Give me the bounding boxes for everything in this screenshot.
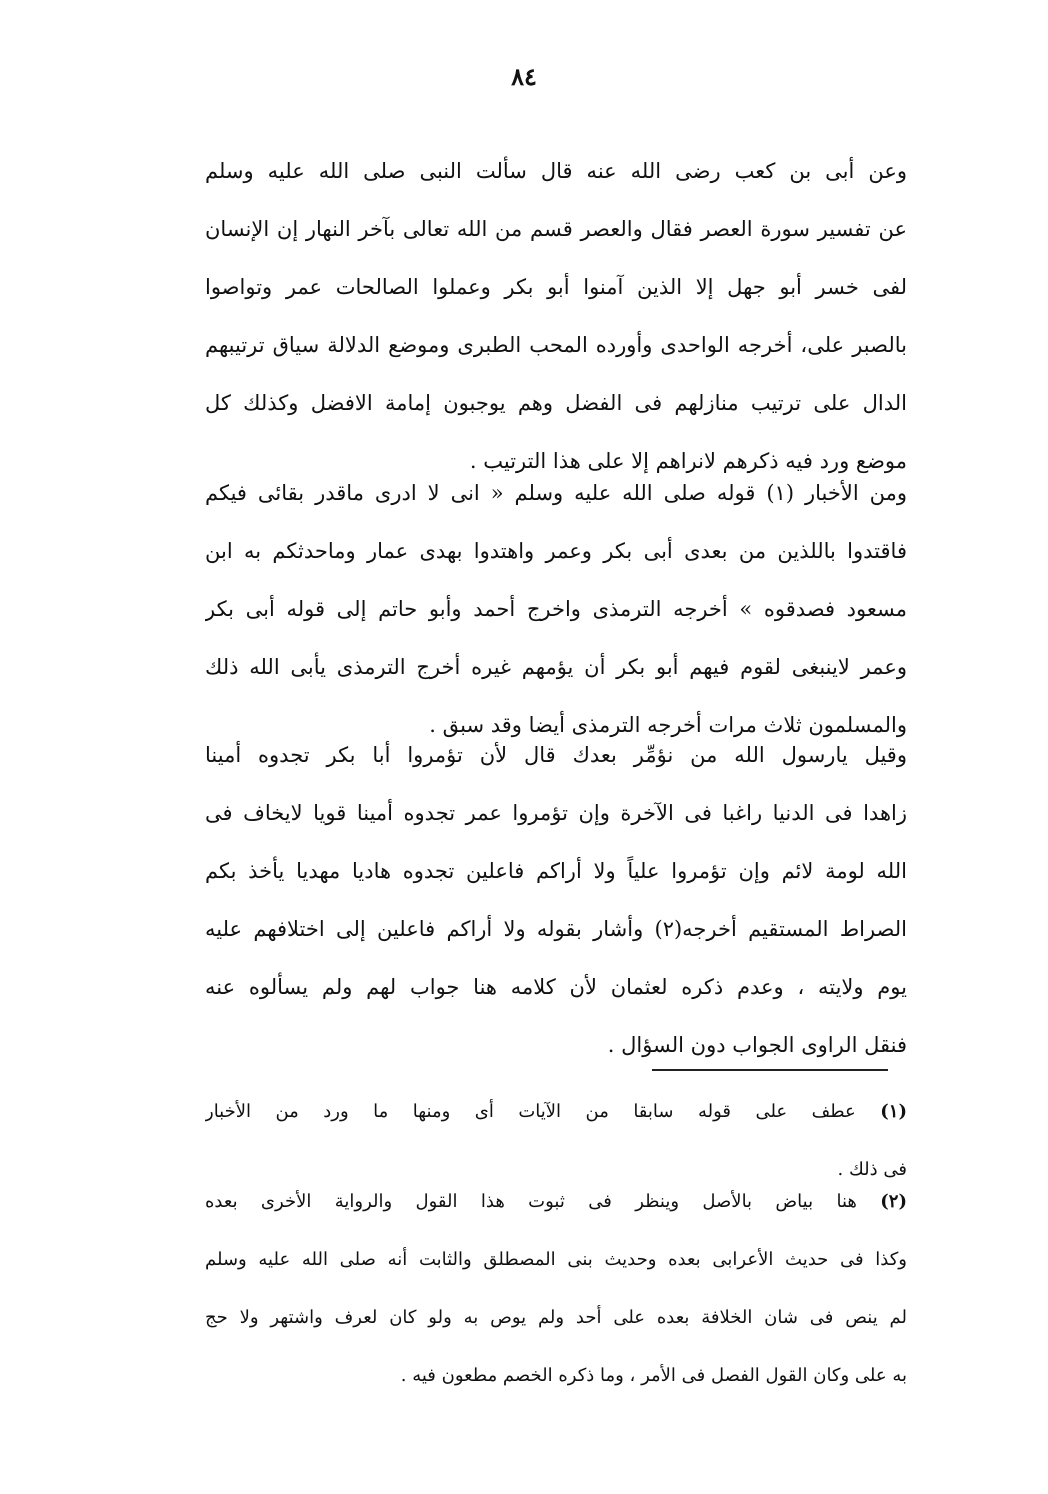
paragraph-2 bbox=[205, 464, 907, 754]
paragraph-line: موضع ورد فيه ذكرهم لانراهم إلا على هذا الترتيب . bbox=[469, 449, 907, 473]
paragraph-3 bbox=[205, 726, 907, 1074]
paragraph-line: والمسلمون ثلاث مرات أخرجه الترمذى أيضا وقد سبق . bbox=[429, 713, 907, 737]
paragraph-line: وعن أبى بن كعب رضى الله عنه قال سألت النبى صلى الله عليه وسلم bbox=[205, 159, 907, 183]
paragraph-line: بالصبر على، أخرجه الواحدى وأورده المحب الطبرى وموضع الدلالة سياق ترتيبهم bbox=[205, 333, 907, 357]
footnote-line: به على وكان القول الفصل فى الأمر ، وما ذكره الخصم مطعون فيه . bbox=[400, 1365, 907, 1386]
footnote-marker: (١) bbox=[880, 1101, 907, 1122]
footnote-2 bbox=[205, 1182, 907, 1414]
footnote-text: هنا بياض بالأصل وينظر فى ثبوت هذا القول والرواية الأخرى بعده bbox=[205, 1191, 857, 1212]
paragraph-line: الدال على ترتيب منازلهم فى الفضل وهم يوجبون إمامة الافضل وكذلك كل bbox=[205, 391, 907, 415]
paragraph-line: عن تفسير سورة العصر فقال والعصر قسم من الله تعالى بآخر النهار إن الإنسان bbox=[205, 217, 907, 241]
paragraph-line: يوم ولايته ، وعدم ذكره لعثمان لأن كلامه هنا جواب لهم ولم يسألوه عنه bbox=[205, 975, 907, 999]
footnote-line: وكذا فى حديث الأعرابى بعده وحديث بنى المصطلق والثابت أنه صلى الله عليه وسلم bbox=[205, 1249, 907, 1270]
paragraph-line: الله لومة لائم وإن تؤمروا علياً ولا أراكم فاعلين تجدوه هاديا مهديا يأخذ بكم bbox=[205, 859, 907, 883]
page-number: ٨٤ bbox=[511, 62, 537, 91]
paragraph-line: لفى خسر أبو جهل إلا الذين آمنوا أبو بكر وعملوا الصالحات عمر وتواصوا bbox=[205, 275, 907, 299]
paragraph-line: الصراط المستقيم أخرجه(٢) وأشار بقوله ولا أراكم فاعلين إلى اختلافهم عليه bbox=[205, 917, 907, 941]
paragraph-line: مسعود فصدقوه » أخرجه الترمذى واخرج أحمد وأبو حاتم إلى قوله أبى بكر bbox=[205, 597, 907, 621]
paragraph-line: وعمر لاينبغى لقوم فيهم أبو بكر أن يؤمهم غيره أخرج الترمذى يأبى الله ذلك bbox=[205, 655, 907, 679]
footnote-separator bbox=[652, 1069, 888, 1071]
footnote-line: لم ينص فى شان الخلافة بعده على أحد ولم يوص به ولو كان لعرف واشتهر ولا حج bbox=[205, 1307, 907, 1328]
paragraph-line: زاهدا فى الدنيا راغبا فى الآخرة وإن تؤمروا عمر تجدوه أمينا قويا لايخاف فى bbox=[205, 801, 907, 825]
footnote-line: فى ذلك . bbox=[837, 1159, 907, 1180]
footnote-text: عطف على قوله سابقا من الآيات أى ومنها ما ورد من الأخبار bbox=[205, 1101, 856, 1122]
footnote-marker: (٢) bbox=[880, 1191, 907, 1212]
paragraph-1 bbox=[205, 142, 907, 490]
paragraph-line: فنقل الراوى الجواب دون السؤال . bbox=[607, 1033, 907, 1057]
paragraph-line: ومن الأخبار (١) قوله صلى الله عليه وسلم « انى لا ادرى ماقدر بقائى فيكم bbox=[205, 481, 907, 505]
paragraph-line: وقيل يارسول الله من نؤمِّر بعدك قال لأن تؤمروا أبا بكر تجدوه أمينا bbox=[205, 743, 907, 767]
paragraph-line: فاقتدوا باللذين من بعدى أبى بكر وعمر واهتدوا بهدى عمار وماحدثكم به ابن bbox=[205, 539, 907, 563]
footnote-line bbox=[205, 1182, 907, 1240]
footnote-line bbox=[205, 1092, 907, 1150]
